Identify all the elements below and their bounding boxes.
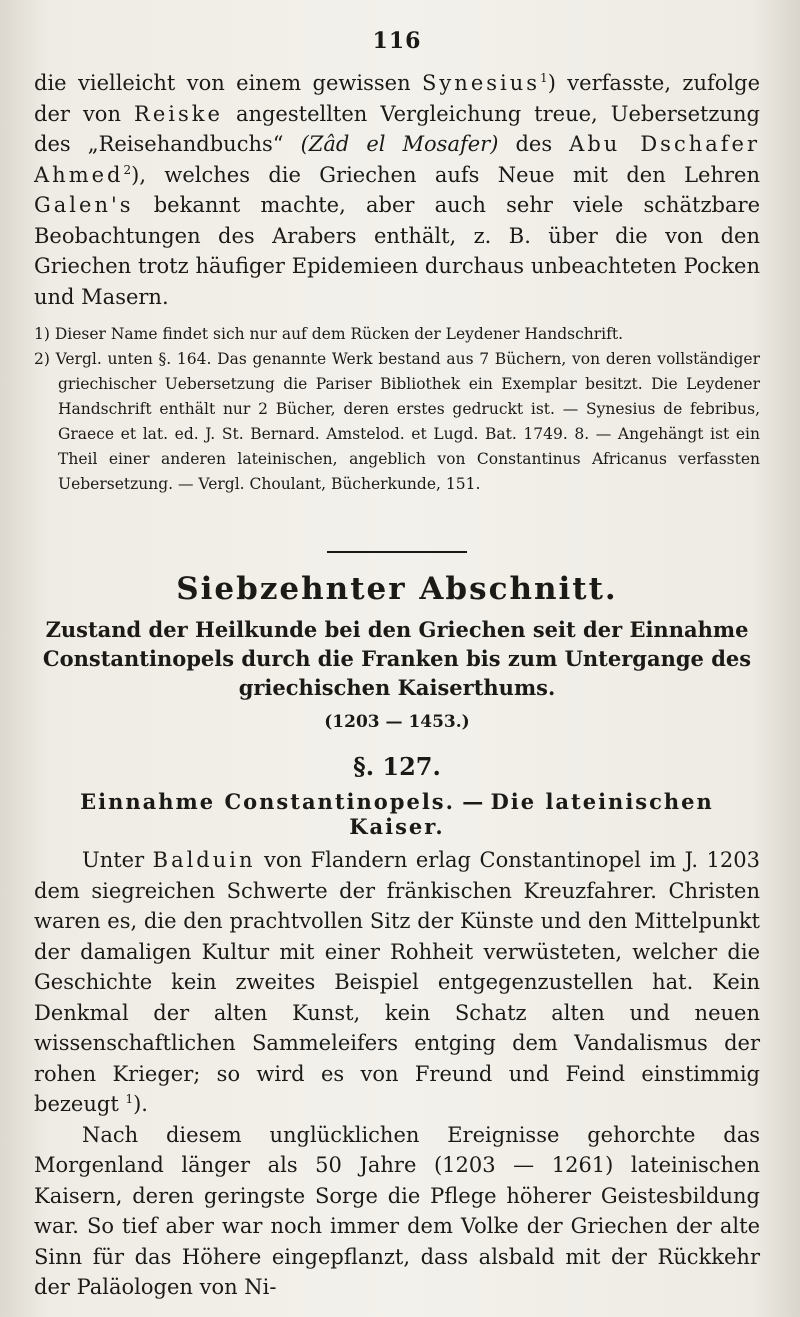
- name-abu-dschafer: Abu Dschafer Ahmed: [34, 132, 761, 187]
- footnote-2: 2) Vergl. unten §. 164. Das genannte Werk bestand aus 7 Büchern, von deren vollständiger griechischer Uebersetzung die Pariser Bibliothek ein Exemplar besitzt. Die Leydener Handschrift enthält nur 2 Bücher, deren erstes gedruckt ist. — Synesius de febribus, Graece et lat. ed. J. St. Bernard. Amstelod. et Lugd. Bat. 1749. 8. — Angehängt ist ein Theil einer anderen lateinischen, angeblich von Constantinus Africanus verfassten Uebersetzung. — Vergl. Choulant, Bücherkunde, 151.: [34, 350, 760, 493]
- heading-dash: —: [454, 789, 491, 814]
- page-number: 116: [372, 28, 422, 54]
- name-synesius: Synesius: [422, 71, 541, 95]
- section-title: Siebzehnter Abschnitt.: [176, 571, 618, 607]
- body-paragraph-2: Nach diesem unglücklichen Ereignisse gehorchte das Morgenland länger als 50 Jahre (1203 — 1261) lateinischen Kaisern, deren geringste Sorge die Pflege höherer Geistesbildung war. So tief aber war noch immer dem Volke der Griechen der alte Sinn für das Höhere eingepflanzt, dass alsbald mit der Rückkehr der Paläologen von Ni-: [34, 1122, 760, 1299]
- text-run: Unter: [82, 848, 153, 872]
- text-run: ), welches die Griechen aufs Neue mit den Lehren: [131, 162, 760, 187]
- footnote-ref: 1: [125, 1092, 134, 1106]
- name-reiske: Reiske: [134, 101, 223, 126]
- text-run: bekannt machte, aber auch sehr viele schätzbare Beobachtungen des Arabers enthält, z. B. über die von den Griechen trotz häufiger Epidemieen durchaus unbeachteten Pocken und Masern.: [34, 193, 760, 309]
- name-balduin: Balduin: [152, 848, 256, 872]
- section-subtitle: Zustand der Heilkunde bei den Griechen seit der Einnahme Constantinopels durch die Franken bis zum Untergange des griechischen Kaiserthums.: [42, 617, 752, 700]
- text-run: ) verfasste, zufolge der von: [34, 71, 761, 126]
- footnote-ref: 1: [540, 71, 548, 85]
- heading-part: Die lateinischen Kaiser.: [349, 789, 714, 839]
- name-galen: Galen's: [34, 193, 134, 217]
- intro-paragraph: [34, 68, 760, 312]
- paragraph-number: §. 127.: [353, 752, 441, 781]
- text-run: von Flandern erlag Constantinopel im J. 1203 dem siegreichen Schwerte der fränkischen Kreuzfahrer. Christen waren es, die den prachtvollen Sitz der Künste und den Mittelpunkt der damaligen Kultur mit einer Rohheit verwüsteten, welcher die Geschichte kein zweites Beispiel entgegenzustellen hat. Kein Denkmal der alten Kunst, kein Schatz alten und neuen wissenschaftlichen Sammeleifers entging dem Vandalismus der rohen Krieger; so wird es von Freund und Feind einstimmig bezeugt: [34, 848, 760, 1116]
- footnotes: [34, 322, 760, 497]
- heading-part: Einnahme Constantinopels.: [80, 789, 455, 814]
- section-dates: (1203 — 1453.): [324, 712, 470, 732]
- text-run: des: [498, 132, 570, 156]
- footnote-ref: 2: [123, 162, 132, 177]
- footnote-1: 1) Dieser Name findet sich nur auf dem Rücken der Leydener Handschrift.: [34, 325, 624, 343]
- body-paragraph-1: [34, 845, 760, 1120]
- text-run: die vielleicht von einem gewissen: [34, 71, 423, 95]
- paragraph-heading: [34, 789, 760, 839]
- text-run: angestellten Vergleichung treue, Uebersetzung des „Reisehandbuchs“: [34, 101, 760, 156]
- text-run: ).: [133, 1092, 148, 1116]
- section-divider: [327, 551, 467, 553]
- book-title-italic: (Zâd el Mosafer): [300, 132, 499, 156]
